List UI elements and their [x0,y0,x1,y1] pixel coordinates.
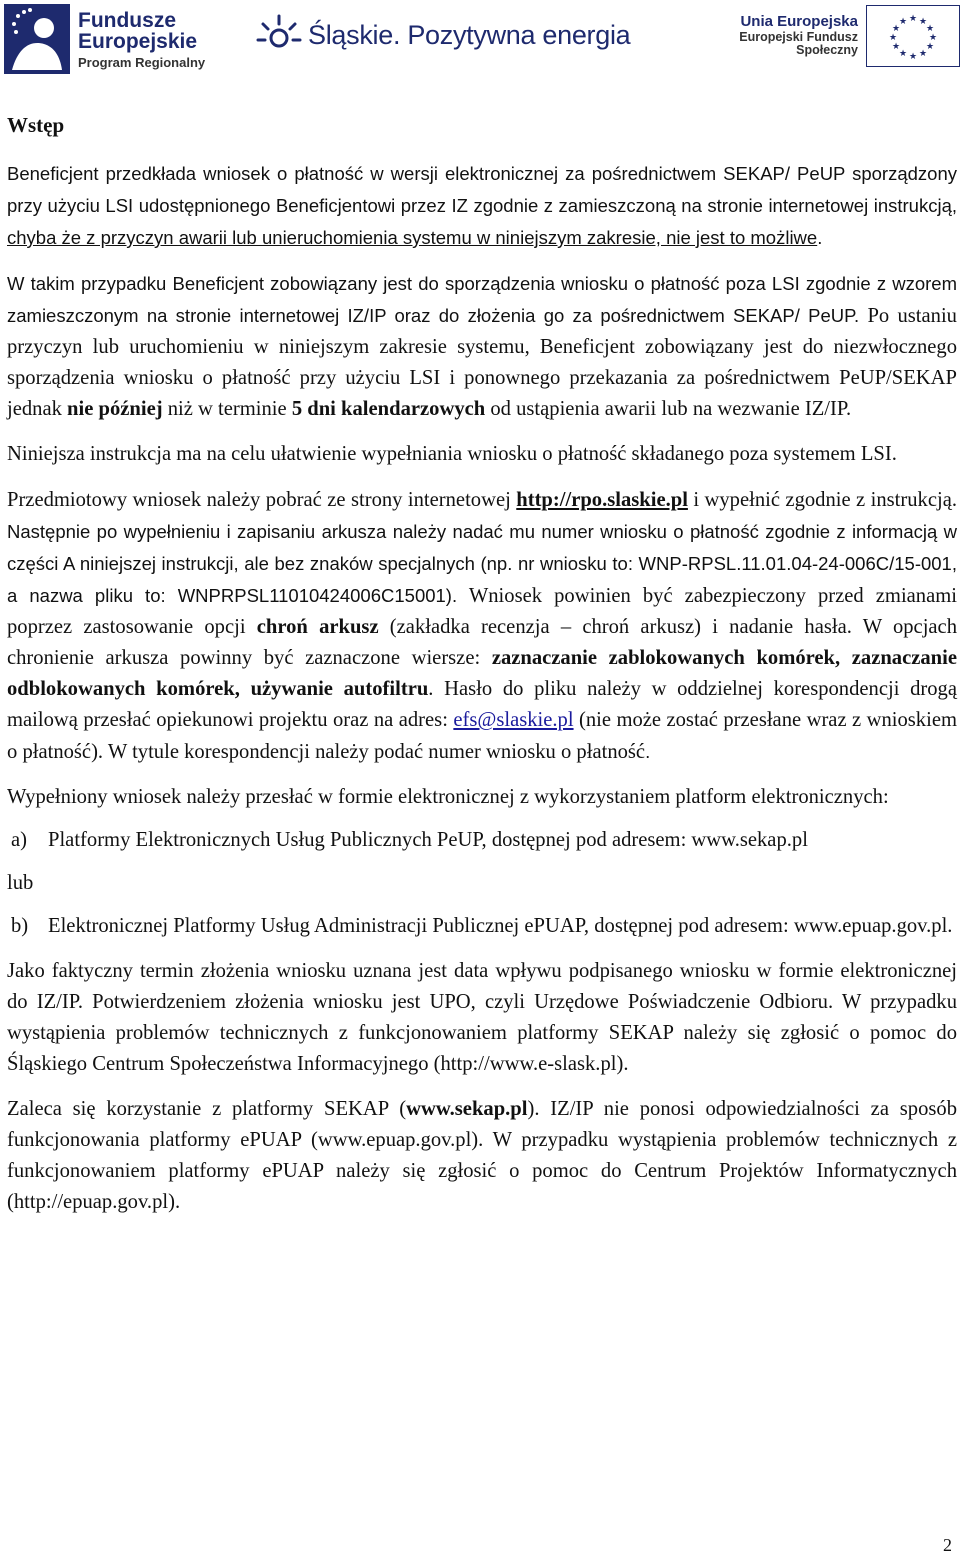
p1-end: . [817,227,823,248]
p4-text-a: Przedmiotowy wniosek należy pobrać ze strony internetowej [7,489,517,511]
paragraph-4 [7,484,957,768]
p4-text-f: (zakładka recenzja – chroń arkusz) i nadanie hasła. W opcjach chronienie arkusza powinny być zaznaczone wiersze: [7,616,957,669]
svg-text:★: ★ [918,49,928,59]
p2-text-b: Po ustaniu przyczyn lub uruchomieniu w niniejszym zakresie systemu, Beneficjent zobowiązany jest do niezwłocznego sporządzenia wniosku o płatność przy użyciu LSI i ponownego przekazania za pośrednictwem PeUP/SEKAP jednak [7,305,957,420]
p4-bold-options: zaznaczanie zablokowanych komórek, zaznaczanie odblokowanych komórek, używanie autofiltru [7,647,957,700]
page-number: 2 [943,1535,952,1555]
svg-text:★: ★ [891,42,901,52]
logo-ue-line2: Europejski Fundusz Społeczny [739,29,858,58]
document-body [7,110,957,1218]
paragraph-3: Niniejsza instrukcja ma na celu ułatwienie wypełniania wniosku o płatność składanego poza systemem LSI. [7,443,897,465]
p4-text-i: (nie może zostać przesłane wraz z wnioskiem o płatność). W tytule korespondencji należy podać numer wniosku o płatność [7,709,957,763]
logo-fe-line1: Fundusze [78,8,176,32]
list-item-a [7,825,957,856]
logo-slaskie-text: Śląskie. Pozytywna energia [308,19,631,50]
paragraph-7 [7,1094,957,1218]
logo-ue-line1: Unia Europejska [740,13,858,30]
svg-text:★: ★ [908,14,918,24]
paragraph-1 [7,158,957,254]
p2-bold-deadline: nie później [67,398,163,420]
page-header [0,0,960,80]
list-marker-b: b) [11,915,29,937]
p2-text-f: od ustąpienia awarii lub na wezwanie IZ/IP. [485,398,852,420]
list-text-b: Elektronicznej Platformy Usług Administracji Publicznej ePUAP, dostępnej pod adresem: www.epuap.gov.pl. [48,915,953,937]
p4-text-h: . Hasło do pliku należy w oddzielnej korespondencji drogą mailową przesłać opiekunowi projektu oraz na adres: [7,678,957,731]
p7-text-a: Zaleca się korzystanie z platformy SEKAP ( [7,1098,407,1120]
fundusze-europejskie-emblem-icon [4,4,70,74]
p2-bold-days: 5 dni kalendarzowych [291,398,486,420]
p1-underlined: chyba że z przyczyn awarii lub unieruchomienia systemu w niniejszym zakresie, nie jest to możliwe [7,227,818,248]
svg-text:★: ★ [888,33,898,43]
paragraph-2 [7,268,957,425]
email-link[interactable]: efs@slaskie.pl [453,709,574,731]
svg-text:★: ★ [928,33,938,43]
p4-text-d: Wniosek powinien być zabezpieczony przed zmianami poprzez zastosowanie opcji [7,585,957,638]
list-item-b [7,911,957,942]
logo-fe-line3: Program Regionalny [78,54,206,70]
paragraph-6: Jako faktyczny termin złożenia wniosku uznana jest data wpływu podpisanego wniosku w formie elektronicznej do IZ/IP. Potwierdzeniem złożenia wniosku jest UPO, czyli Urzędowe Poświadczenie Odbioru. W przypadku wystąpienia problemów technicznych z funkcjonowaniem platformy SEKAP należy się zgłosić o pomoc do Śląskiego Centrum Społeczeństwa Informacyjnego (http://www.e-slask.pl). [7,960,957,1075]
svg-text:★: ★ [898,17,908,27]
p2-text-d: niż w terminie [162,398,292,420]
p1-text: Beneficjent przedkłada wniosek o płatność w wersji elektronicznej za pośrednictwem SEKAP/ PeUP sporządzony przy użyciu LSI udostępnionego Beneficjentowi przez IZ zgodnie z zamieszczoną na stronie internetowej instrukcją, [7,163,957,216]
logo-unia-europejska [678,5,960,67]
svg-text:★: ★ [925,24,935,34]
lub-text: lub [7,872,34,894]
p2-text-a: W takim przypadku Beneficjent zobowiązany jest do sporządzenia wniosku o płatność poza LSI zgodnie z wzorem zamieszczonym na stronie internetowej IZ/IP oraz do złożenia go za pośrednictwem SEKAP/ PeUP. [7,273,957,326]
p4-text-b: i wypełnić zgodnie z instrukcją. [687,489,957,511]
logo-fundusze-europejskie [4,4,205,74]
p4-text-c: Następnie po wypełnieniu i zapisaniu arkusza należy nadać mu numer wniosku o płatność zgodnie z informacją w części A niniejszej instrukcji, ale bez znaków specjalnych (np. nr wniosku to: WNP-RPSL.11.01.04-24-006C/15-001, a nazwa pliku to: WNPRPSL11010424006C15001). [7,521,957,606]
eu-flag-icon [866,5,960,67]
logo-slaskie [256,12,630,58]
section-heading: Wstęp [7,113,65,137]
logo-fe-line2: Europejskie [78,29,198,53]
list-marker-a: a) [11,829,27,851]
paragraph-5: Wypełniony wniosek należy przesłać w formie elektronicznej z wykorzystaniem platform elektronicznych: [7,786,889,808]
p4-bold-protect: chroń arkusz [256,616,379,638]
list-text-a: Platformy Elektronicznych Usług Publicznych PeUP, dostępnej pod adresem: www.sekap.pl [48,829,808,851]
svg-text:★: ★ [925,42,935,52]
p7-bold-sekap: www.sekap.pl [406,1098,528,1120]
svg-text:★: ★ [898,49,908,59]
svg-text:★: ★ [918,17,928,27]
svg-text:★: ★ [891,24,901,34]
rpo-link[interactable]: http://rpo.slaskie.pl [516,489,688,511]
p4-text-j: . [645,741,651,762]
svg-text:★: ★ [908,52,918,62]
p7-text-c: ). IZ/IP nie ponosi odpowiedzialności za sposób funkcjonowania platformy ePUAP (www.epuap.gov.pl). W przypadku wystąpienia problemów technicznych z funkcjonowaniem platformy ePUAP należy się zgłosić o pomoc do Centrum Projektów Informatycznych (http://epuap.gov.pl). [7,1098,957,1213]
slaskie-sun-icon [256,12,302,58]
